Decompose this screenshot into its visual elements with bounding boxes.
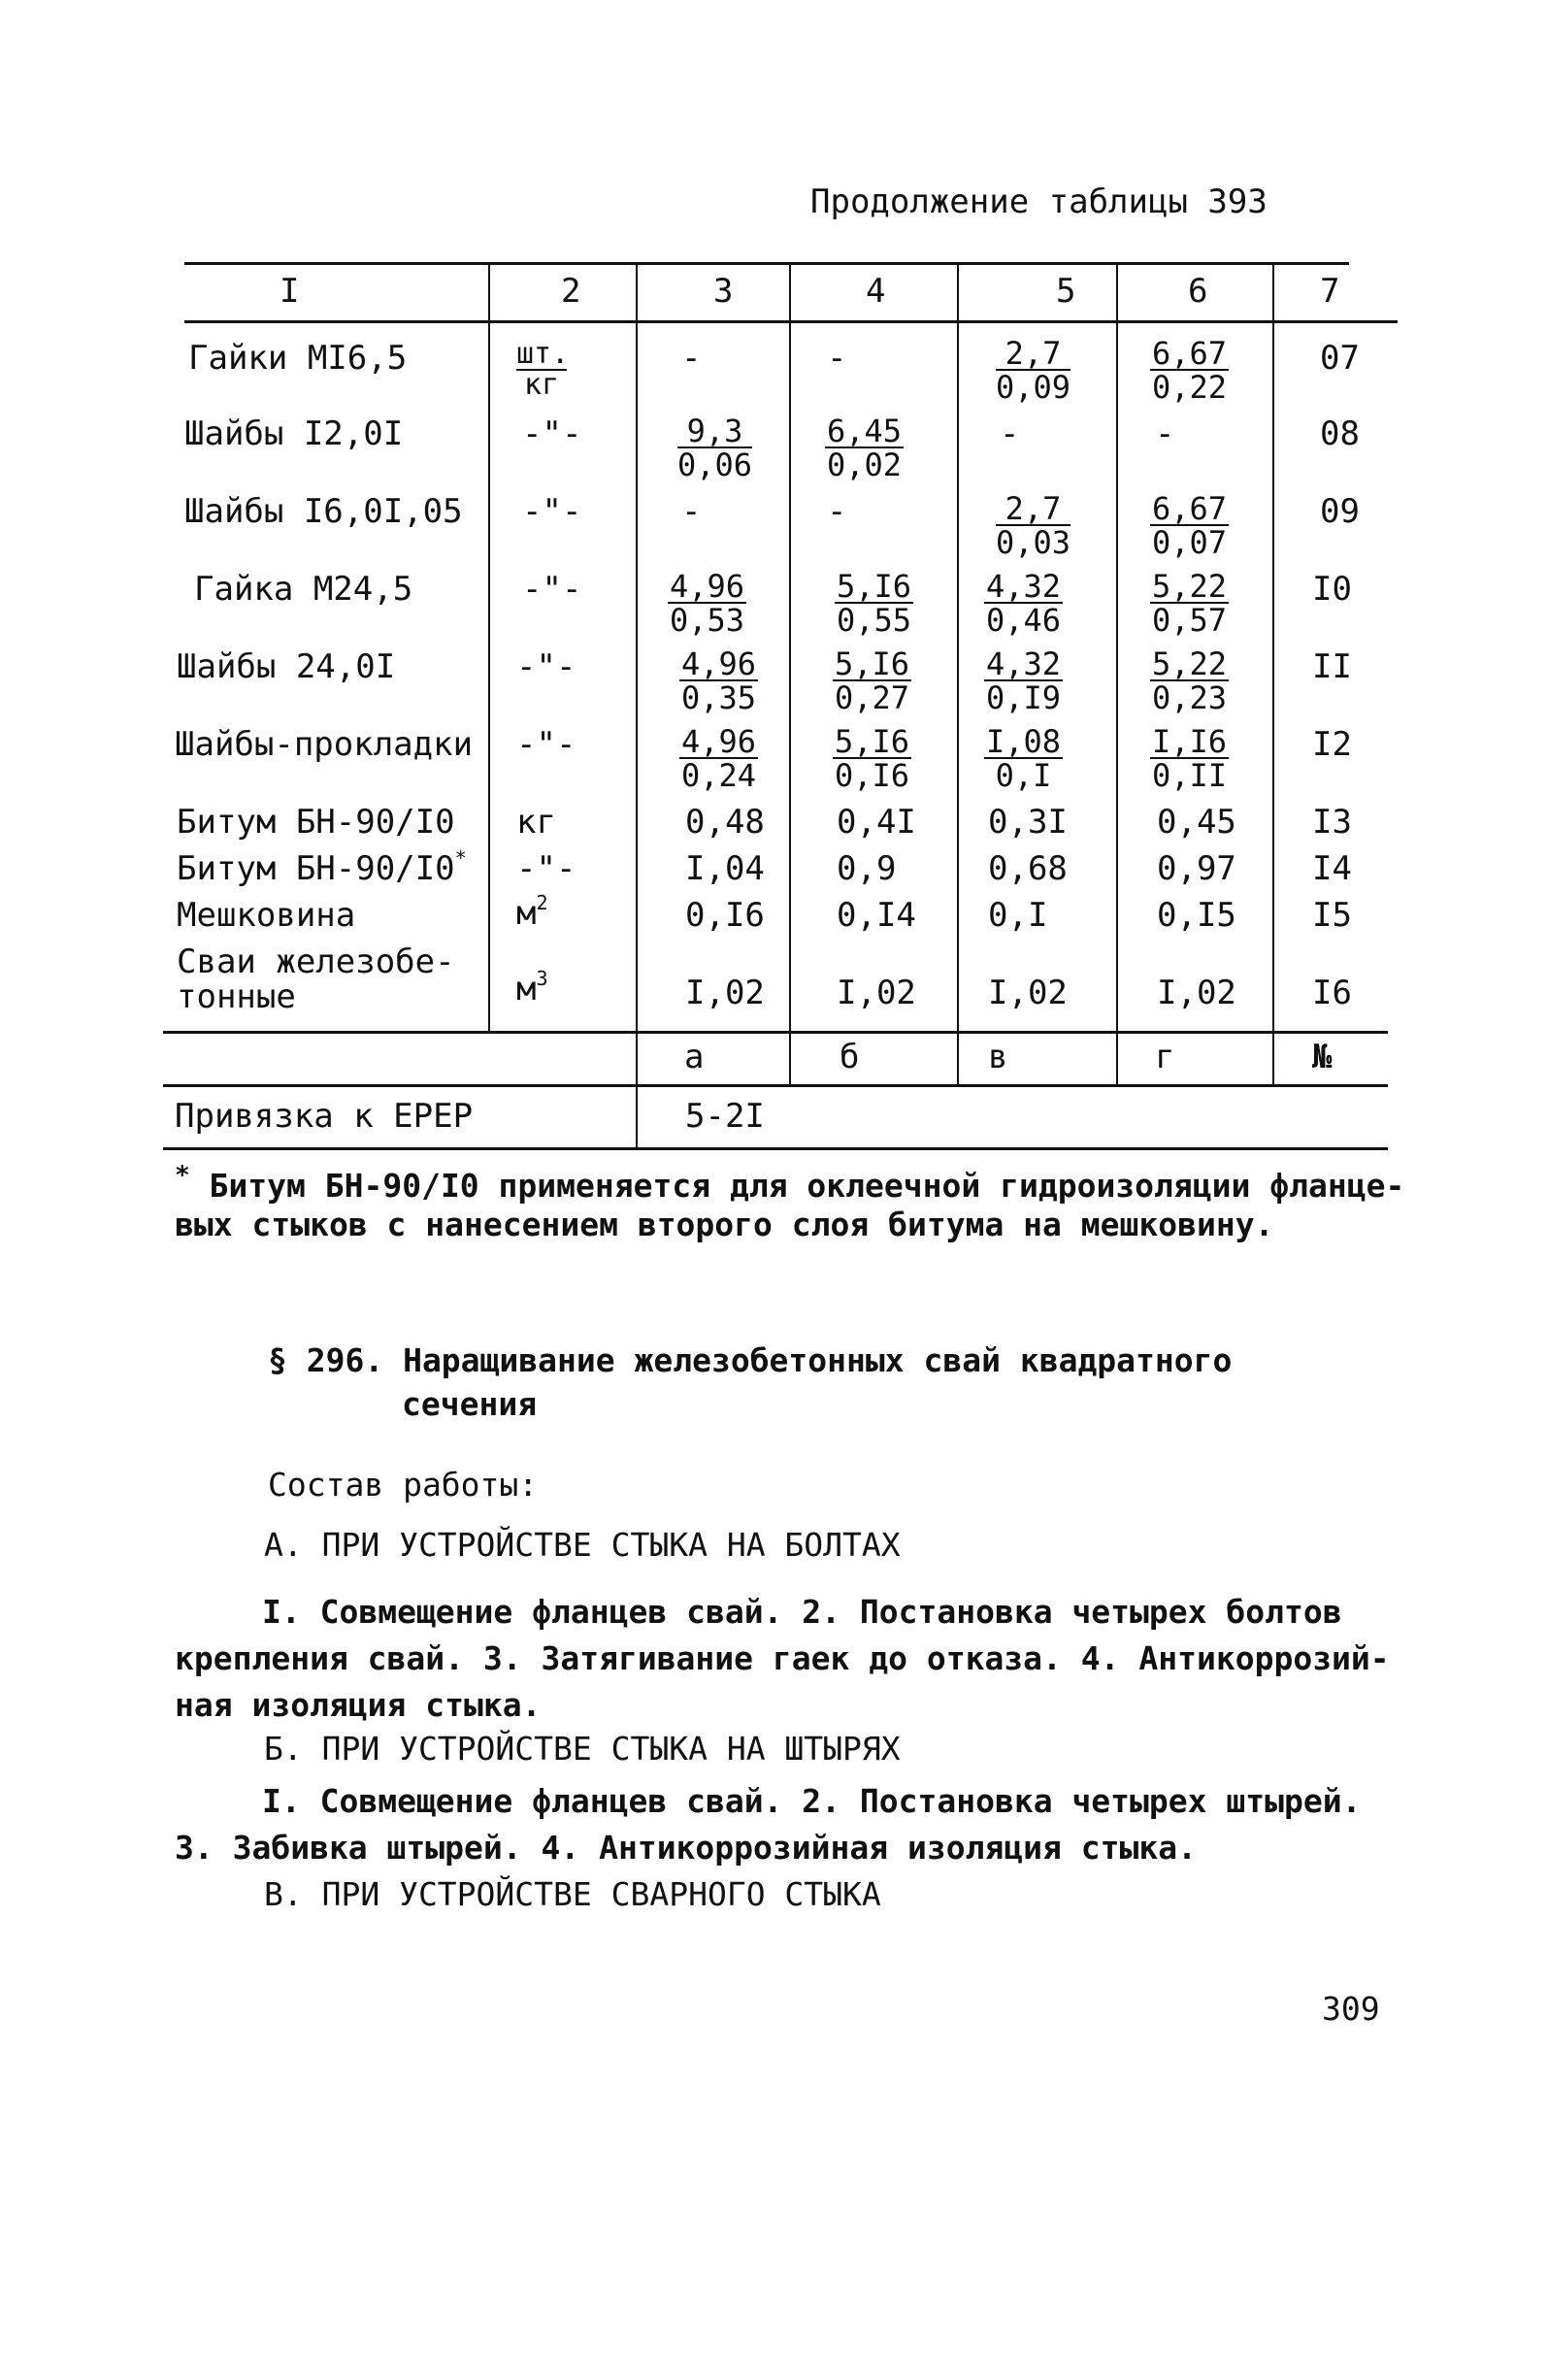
- numerator: 6,45: [827, 413, 903, 449]
- denominator: 0,I9: [986, 679, 1062, 716]
- denominator: 0,46: [986, 602, 1062, 639]
- footnote-mark: *: [175, 1161, 190, 1190]
- section-b-heading: Б. ПРИ УСТРОЙСТВЕ СТЫКА НА ШТЫРЯХ: [264, 1730, 901, 1768]
- denominator: 0,22: [1152, 369, 1228, 406]
- row-code: 07: [1320, 339, 1360, 378]
- unit-text: м: [516, 970, 537, 1008]
- col-rule-3: [789, 265, 791, 1085]
- footnote-line-1: Битум БН-90/I0 применяется для оклеечной гидроизоляции фланце-: [209, 1167, 1405, 1205]
- row-col-4: [833, 723, 911, 794]
- row-col-4: I,02: [837, 974, 916, 1012]
- composition-heading: Состав работы:: [268, 1466, 539, 1504]
- letter-number-sign: №: [1312, 1038, 1333, 1076]
- denominator: 0,24: [681, 757, 757, 794]
- row-unit: -"-: [522, 414, 582, 453]
- table-bottom-rule: [163, 1147, 1388, 1150]
- letter-v: в: [988, 1038, 1008, 1076]
- row-col-3: 0,I6: [685, 896, 765, 935]
- header-col-1: I: [280, 272, 300, 311]
- row-col-6: [1150, 645, 1229, 716]
- row-name-line-1: Сваи железобе-: [177, 942, 455, 981]
- row-col-3: [679, 723, 758, 794]
- numerator: 2,7: [996, 493, 1070, 526]
- denominator: 0,57: [1152, 602, 1228, 639]
- row-col-5: [984, 645, 1063, 716]
- section-title-line-1: § 296. Наращивание железобетонных свай квадратного: [268, 1341, 1233, 1379]
- row-col-6: [1150, 723, 1229, 794]
- row-col-4: [835, 568, 913, 639]
- denominator: 0,07: [1152, 524, 1228, 561]
- numerator: 6,67: [1152, 490, 1228, 527]
- section-a-line-2: крепления свай. 3. Затягивание гаек до отказа. 4. Антикоррозий-: [175, 1638, 1390, 1677]
- row-code: I3: [1312, 803, 1352, 842]
- unit-power: 2: [536, 891, 548, 914]
- section-a-heading: А. ПРИ УСТРОЙСТВЕ СТЫКА НА БОЛТАХ: [264, 1526, 901, 1564]
- numerator: 4,96: [670, 568, 745, 605]
- row-name: [177, 846, 467, 888]
- denominator: 0,I6: [835, 757, 910, 794]
- row-name: Шайбы I2,0I: [184, 414, 404, 453]
- row-col-6: I,02: [1157, 974, 1236, 1012]
- numerator: 2,7: [996, 338, 1070, 371]
- header-col-6: 6: [1188, 272, 1208, 311]
- row-col-5: [996, 335, 1071, 406]
- header-col-5: 5: [1056, 272, 1076, 311]
- section-a-line-1: I. Совмещение фланцев свай. 2. Постановка четырех болтов: [262, 1593, 1342, 1631]
- footnote-line-2: вых стыков с нанесением второго слоя битума на мешковину.: [175, 1205, 1274, 1243]
- row-code: I5: [1312, 896, 1352, 935]
- row-name: Гайка М24,5: [194, 570, 413, 609]
- letters-bottom-rule: [163, 1084, 1388, 1087]
- denominator: 0,27: [835, 679, 910, 716]
- row-col-3: 0,48: [685, 803, 765, 842]
- table-top-rule: [184, 262, 1349, 265]
- row-col-3: [679, 645, 758, 716]
- table-caption: Продолжение таблицы 393: [810, 182, 1268, 221]
- unit-text: м: [516, 894, 537, 933]
- section-a-body: [175, 1589, 1390, 1729]
- row-code: I0: [1312, 570, 1352, 609]
- row-unit: кг: [516, 803, 556, 842]
- row-col-6: -: [1155, 414, 1175, 453]
- numerator: 6,67: [1152, 335, 1228, 372]
- row-col-5: I,02: [988, 974, 1068, 1012]
- row-col-5: -: [1000, 414, 1020, 453]
- body-bottom-rule: [163, 1031, 1388, 1034]
- row-col-6: 0,45: [1157, 803, 1236, 842]
- col-rule-6: [1272, 265, 1274, 1085]
- numerator: 5,I6: [837, 568, 912, 605]
- row-code: I2: [1312, 725, 1352, 764]
- row-name: Шайбы-прокладки: [175, 725, 474, 764]
- row-col-4: [833, 645, 911, 716]
- row-col-4: -: [827, 492, 847, 531]
- footnote-mark: *: [454, 846, 467, 870]
- header-col-7: 7: [1320, 272, 1340, 311]
- row-col-4: 0,9: [837, 849, 897, 888]
- section-c-heading: В. ПРИ УСТРОЙСТВЕ СВАРНОГО СТЫКА: [264, 1875, 881, 1913]
- unit-denominator: кг: [523, 368, 560, 402]
- denominator: 0,I: [995, 757, 1052, 794]
- row-code: II: [1312, 647, 1352, 686]
- row-col-4: [825, 413, 904, 483]
- row-col-3: -: [681, 492, 702, 531]
- row-name: Шайбы I6,0I,05: [184, 492, 463, 531]
- row-code: I4: [1312, 849, 1352, 888]
- header-bottom-rule: [184, 320, 1398, 323]
- header-col-2: 2: [561, 272, 581, 311]
- row-name: Мешковина: [177, 896, 356, 935]
- numerator: 5,22: [1152, 568, 1228, 605]
- row-col-5: 0,68: [988, 849, 1068, 888]
- numerator: I,08: [986, 723, 1062, 760]
- binding-value: 5-2I: [685, 1097, 765, 1136]
- row-col-6: [1150, 335, 1229, 406]
- denominator: 0,02: [827, 446, 903, 483]
- numerator: 5,22: [1152, 645, 1228, 682]
- row-col-3: I,04: [685, 849, 765, 888]
- row-col-6: 0,97: [1157, 849, 1236, 888]
- denominator: 0,II: [1152, 757, 1228, 794]
- numerator: 4,32: [986, 568, 1062, 605]
- numerator: I,I6: [1152, 723, 1228, 760]
- row-col-5: 0,I: [988, 896, 1048, 935]
- denominator: 0,55: [837, 602, 912, 639]
- denominator: 0,09: [996, 369, 1071, 406]
- row-unit: -"-: [522, 570, 582, 609]
- numerator: 4,96: [681, 723, 757, 760]
- row-code: 08: [1320, 414, 1360, 453]
- row-code: 09: [1320, 492, 1360, 531]
- row-code: I6: [1312, 974, 1352, 1012]
- unit-power: 3: [536, 967, 548, 990]
- row-col-5: [984, 568, 1063, 639]
- row-col-3: I,02: [685, 974, 765, 1012]
- footnote: [175, 1161, 1405, 1243]
- col-rule-2: [636, 265, 638, 1148]
- row-col-3: [668, 568, 746, 639]
- letter-g: г: [1155, 1038, 1175, 1076]
- row-col-4: -: [827, 339, 847, 378]
- row-unit: [516, 967, 548, 1008]
- numerator: 5,I6: [835, 723, 910, 760]
- row-col-6: 0,I5: [1157, 896, 1236, 935]
- binding-label: Привязка к ЕРЕР: [175, 1097, 474, 1136]
- row-name-text: Битум БН-90/I0: [177, 849, 455, 888]
- section-b-line-2: 3. Забивка штырей. 4. Антикоррозийная изоляция стыка.: [175, 1828, 1197, 1867]
- denominator: 0,03: [996, 524, 1071, 561]
- row-col-6: [1150, 568, 1229, 639]
- row-unit: -"-: [516, 849, 576, 888]
- col-rule-4: [957, 265, 959, 1085]
- unit-numerator: шт.: [516, 337, 570, 371]
- section-a-line-3: ная изоляция стыка.: [175, 1685, 542, 1724]
- row-unit: [516, 337, 570, 402]
- row-col-6: [1150, 490, 1229, 561]
- denominator: 0,53: [670, 602, 745, 639]
- denominator: 0,35: [681, 679, 757, 716]
- row-col-3: -: [681, 339, 702, 378]
- section-b-body: [175, 1778, 1361, 1871]
- row-col-5: 0,3I: [988, 803, 1068, 842]
- letter-b: б: [840, 1038, 860, 1076]
- row-name: Битум БН-90/I0: [177, 803, 455, 842]
- numerator: 5,I6: [835, 645, 910, 682]
- numerator: 4,96: [681, 645, 757, 682]
- section-b-line-1: I. Совмещение фланцев свай. 2. Постановка четырех штырей.: [262, 1782, 1362, 1820]
- denominator: 0,06: [677, 446, 753, 483]
- row-unit: -"-: [516, 725, 576, 764]
- row-name: Шайбы 24,0I: [177, 647, 396, 686]
- row-col-3: [677, 413, 753, 483]
- header-col-3: 3: [713, 272, 734, 311]
- row-unit: [516, 891, 548, 933]
- row-col-5: [996, 490, 1071, 561]
- col-rule-1: [488, 265, 490, 1032]
- numerator: 4,32: [986, 645, 1062, 682]
- row-col-4: 0,I4: [837, 896, 916, 935]
- header-col-4: 4: [866, 272, 886, 311]
- numerator: 9,3: [677, 415, 752, 448]
- row-name: Гайки МI6,5: [188, 339, 408, 378]
- row-name-line-2: тонные: [177, 976, 296, 1016]
- row-unit: -"-: [516, 647, 576, 686]
- section-title-line-2: сечения: [402, 1384, 538, 1423]
- col-rule-5: [1116, 265, 1118, 1085]
- denominator: 0,23: [1152, 679, 1228, 716]
- row-col-4: 0,4I: [837, 803, 916, 842]
- section-title: [268, 1339, 1232, 1426]
- row-unit: -"-: [522, 492, 582, 531]
- row-col-5: [984, 723, 1063, 794]
- page-number: 309: [1322, 1990, 1380, 2028]
- row-name: [177, 942, 455, 1016]
- letter-a: а: [684, 1038, 705, 1076]
